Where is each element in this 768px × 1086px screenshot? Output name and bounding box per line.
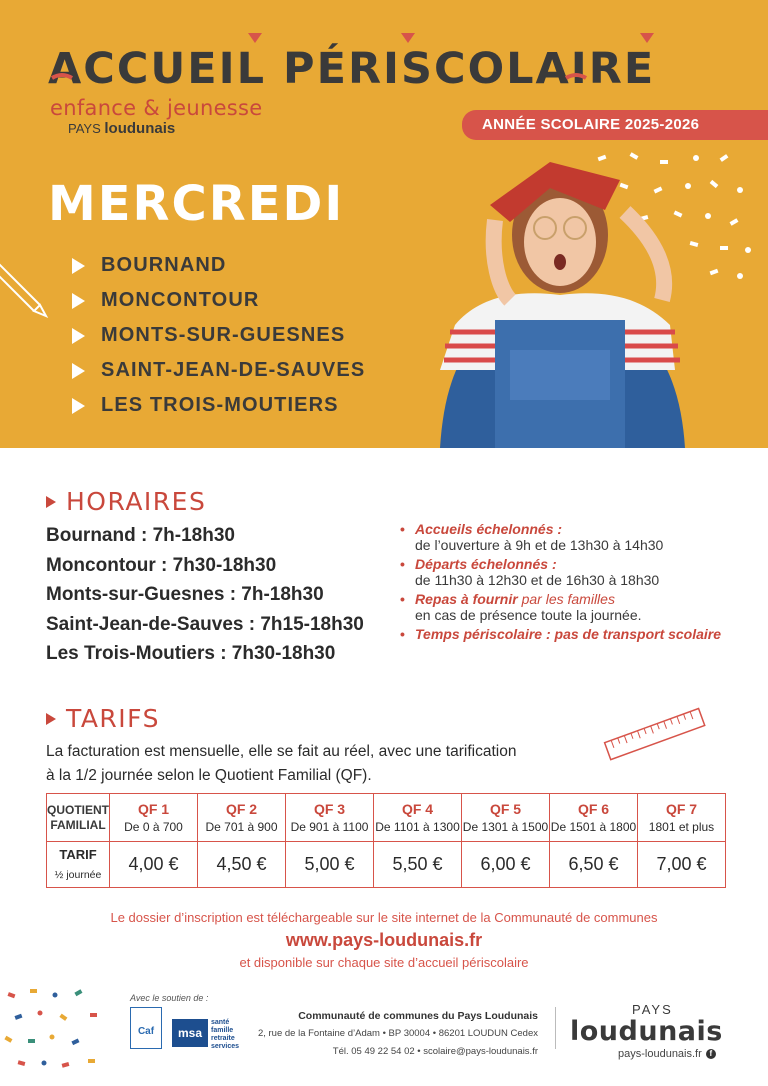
note-highlight: Départs échelonnés : [415, 556, 557, 572]
day-title: MERCREDI [48, 176, 345, 232]
support-label: Avec le soutien de : [130, 993, 209, 1003]
tarifs-heading [46, 704, 160, 733]
hours-line: Saint-Jean-de-Sauves : 7h15-18h30 [46, 613, 364, 635]
brand-bold: loudunais [104, 120, 176, 137]
arrow-icon [72, 363, 85, 379]
tarifs-heading-text: TARIFS [66, 704, 160, 733]
qf-label: QF 5 [489, 801, 522, 817]
qf-header [286, 794, 374, 842]
site-item [72, 248, 365, 283]
qf-label: QF 7 [665, 801, 698, 817]
org-contact: Tél. 05 49 22 54 02 • scolaire@pays-loudunais.fr [332, 1046, 538, 1057]
caf-logo [130, 1007, 162, 1049]
qf-range: De 701 à 900 [205, 820, 278, 834]
pencil-icon [0, 250, 60, 320]
qf-label: QF 3 [313, 801, 346, 817]
qf-range: De 1301 à 1500 [462, 820, 549, 834]
qf-header [550, 794, 638, 842]
horaires-heading [46, 487, 206, 516]
msa-tag: famille [211, 1027, 234, 1034]
title-accents [0, 0, 768, 100]
site-item [72, 388, 365, 423]
org-address: 2, rue de la Fontaine d’Adam • BP 30004 • 86201 LOUDUN Cedex [257, 1028, 538, 1039]
note-body: de 11h30 à 12h30 et de 16h30 à 18h30 [415, 572, 660, 588]
arrow-icon [72, 293, 85, 309]
qf-range: De 901 à 1100 [290, 820, 369, 834]
arrow-icon [72, 398, 85, 414]
footer-website[interactable] [618, 1048, 716, 1060]
org-name: Communauté de communes du Pays Loudunais [298, 1010, 538, 1022]
facebook-icon[interactable]: f [706, 1049, 716, 1059]
hours-line: Monts-sur-Guesnes : 7h-18h30 [46, 584, 324, 605]
brand-small: PAYS [68, 121, 101, 136]
qf-header [198, 794, 286, 842]
price-cell: 6,00 € [462, 842, 550, 888]
site-item [72, 283, 365, 318]
horaires-heading-text: HORAIRES [66, 487, 207, 516]
note-highlight: Accueils échelonnés : [415, 521, 563, 537]
footer-website-text[interactable]: pays-loudunais.fr [618, 1048, 702, 1060]
price-cell: 6,50 € [550, 842, 638, 888]
address-block [258, 1007, 538, 1061]
tarif-label-text: TARIF [59, 846, 97, 862]
note-highlight: Repas à fournir [415, 591, 518, 607]
tarif-label [47, 842, 110, 888]
notes-list [400, 521, 721, 645]
note-item [400, 626, 721, 642]
note-rest: par les familles [517, 591, 615, 607]
site-label: LES TROIS-MOUTIERS [101, 394, 339, 416]
price-cell: 5,50 € [374, 842, 462, 888]
brand-subtitle: enfance & jeunesse [50, 96, 263, 120]
hours-line: Bournand : 7h-18h30 [46, 525, 235, 546]
arrow-icon [46, 496, 56, 508]
qf-range: 1801 et plus [648, 820, 715, 834]
site-item [72, 318, 365, 353]
tarif-table [46, 793, 726, 888]
price-cell: 5,00 € [286, 842, 374, 888]
hours-line: Moncontour : 7h30-18h30 [46, 554, 277, 576]
tarif-intro-line: La facturation est mensuelle, elle se fait au réel, avec une tarification [46, 743, 517, 760]
pays-loudunais-logo [570, 1003, 723, 1047]
qf-label: QF 2 [225, 801, 258, 817]
brand-pays-loudunais [68, 120, 263, 137]
table-header-row [47, 794, 726, 842]
site-label: MONTS-SUR-GUESNES [101, 324, 346, 346]
note-bullet: • [400, 521, 405, 537]
note-body: en cas de présence toute la journée. [415, 607, 642, 623]
logo-pays-text: PAYS [632, 1002, 673, 1017]
note-highlight: Temps périscolaire : pas de transport scolaire [415, 626, 722, 642]
caf-logo-text: Caf [137, 1026, 155, 1037]
note-item [400, 556, 721, 588]
qf-header [374, 794, 462, 842]
note-item [400, 521, 721, 553]
arrow-icon [72, 258, 85, 274]
info-url[interactable]: www.pays-loudunais.fr [285, 930, 483, 950]
note-body: de l’ouverture à 9h et de 13h30 à 14h30 [415, 537, 664, 553]
qf-range: De 0 à 700 [124, 820, 183, 834]
brand-block [50, 96, 263, 137]
quotient-label-bottom: FAMILIAL [50, 817, 106, 832]
confetti-footer-decoration [0, 985, 115, 1086]
msa-tag: retraite [211, 1035, 235, 1042]
site-label: SAINT-JEAN-DE-SAUVES [101, 359, 366, 381]
qf-label: QF 1 [137, 801, 170, 817]
qf-header [462, 794, 550, 842]
site-label: MONCONTOUR [101, 289, 260, 311]
msa-logo: msa [172, 1019, 208, 1047]
qf-range: De 1501 à 1800 [550, 820, 637, 834]
tarif-sub: ½ journée [54, 868, 102, 881]
school-year-badge: ANNÉE SCOLAIRE 2025-2026 [462, 110, 768, 140]
footer-divider [555, 1007, 556, 1049]
price-cell: 4,00 € [110, 842, 198, 888]
info-availability: et disponible sur chaque site d’accueil périscolaire [239, 955, 529, 970]
site-item [72, 353, 365, 388]
note-bullet: • [400, 591, 405, 607]
msa-tag: santé [211, 1019, 230, 1026]
hours-list [46, 525, 364, 673]
logo-name-text: loudunais [570, 1016, 723, 1047]
qf-header [638, 794, 726, 842]
note-item [400, 591, 721, 623]
price-cell: 7,00 € [638, 842, 726, 888]
child-photo [400, 150, 720, 448]
arrow-icon [46, 713, 56, 725]
note-bullet: • [400, 626, 405, 642]
info-download: Le dossier d’inscription est téléchargeable sur le site internet de la Communauté de communes [110, 910, 658, 925]
quotient-label [47, 794, 110, 842]
table-price-row [47, 842, 726, 888]
note-bullet: • [400, 556, 405, 572]
tarif-intro [46, 740, 516, 788]
sites-list [72, 248, 365, 423]
tarif-intro-line: à la 1/2 journée selon le Quotient Familial (QF). [46, 767, 372, 784]
quotient-label-top: QUOTIENT [47, 802, 109, 817]
qf-range: De 1101 à 1300 [375, 820, 460, 834]
arrow-icon [72, 328, 85, 344]
qf-label: QF 4 [401, 801, 434, 817]
hours-line: Les Trois-Moutiers : 7h30-18h30 [46, 643, 336, 664]
msa-tags [211, 1019, 239, 1051]
msa-tag: services [211, 1043, 240, 1050]
qf-header [110, 794, 198, 842]
ruler-icon [600, 700, 710, 770]
header-band [0, 0, 768, 448]
site-label: BOURNAND [101, 254, 227, 276]
price-cell: 4,50 € [198, 842, 286, 888]
page-title: ACCUEIL PÉRISCOLAIRE [48, 44, 656, 94]
qf-label: QF 6 [577, 801, 610, 817]
